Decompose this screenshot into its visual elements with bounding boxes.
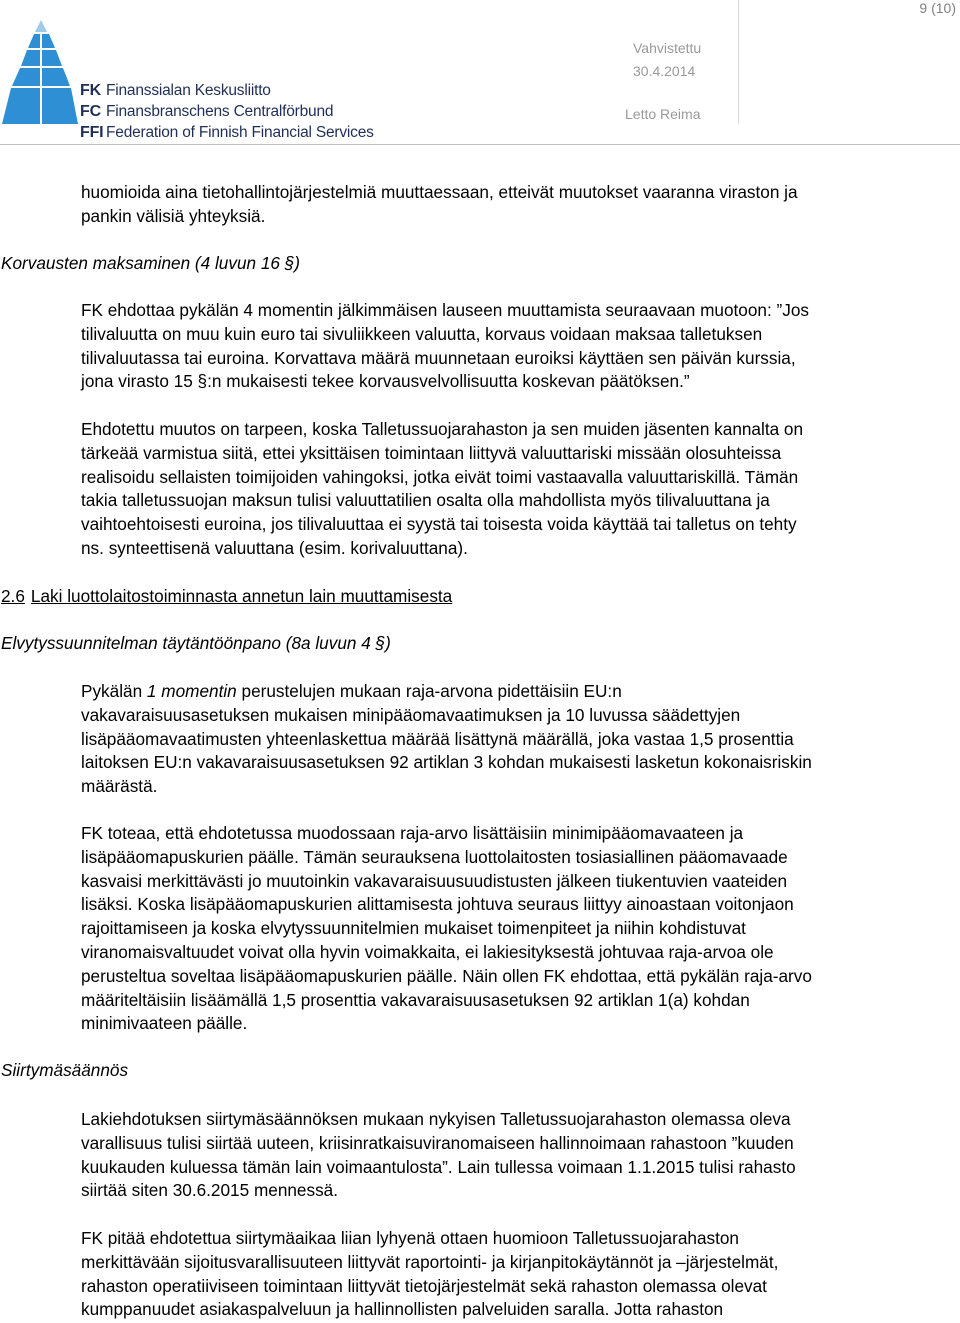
header-divider bbox=[0, 144, 960, 145]
paragraph-fk-ehdottaa: FK ehdottaa pykälän 4 momentin jälkimmäisen lauseen muuttamista seuraavaan muotoon: ”Jos tilivaluutta on muu kuin euro tai sivuliikkeen valuutta, korvaus voidaan maksaa talletuksen tilivaluutassa tai euroina. Korvattava määrä muunnetaan euroiksi käyttäen sen päivän kurssia, jona virasto 15 §:n mukaisesti tekee korvausvelvollisuutta koskevan päätöksen.” bbox=[81, 300, 809, 392]
section-title-text: Laki luottolaitostoiminnasta annetun lain muuttamisesta bbox=[30, 586, 453, 606]
status-label: Vahvistettu bbox=[633, 40, 702, 56]
fk-logo bbox=[0, 18, 400, 141]
header-divider-vertical bbox=[738, 0, 739, 124]
author-label: Letto Reima bbox=[625, 106, 701, 122]
heading-elvytyssuunnitelma: Elvytyssuunnitelman täytäntöönpano (8a luvun 4 §) bbox=[1, 633, 391, 653]
paragraph-pykalan-momentin: Pykälän 1 momentin perustelujen mukaan raja-arvona pidettäisiin EU:n vakavaraisuusasetuksen mukaisen minipääomavaatimuksen ja 10 luvussa säädettyjen lisäpääomavaatimusten yhteenlaskettua määrää lisättynä määrällä, joka vastaa 1,5 prosenttia laitoksen EU:n vakavaraisuusasetuksen 92 artiklan 3 kohdan mukaisesti lasketun kokonaisriskin määrästä. bbox=[81, 681, 812, 797]
paragraph-fk-pitaa: FK pitää ehdotettua siirtymäaikaa liian lyhyenä ottaen huomioon Talletussuojarahaston merkittävään sijoitusvarallisuuteen liittyvät raportointi- ja kirjanpitokäytännöt ja –järjestelmät, rahaston operatiiviseen toimintaan liittyvät tietojärjestelmät sekä rahaston olemassa olevat kumppanuudet asiakaspalveluun ja hallinnollisten palveluiden saralla. Jotta rahaston bbox=[81, 1228, 779, 1320]
section-number: 2.6 bbox=[1, 586, 25, 606]
heading-siirtymasaannos: Siirtymäsäännös bbox=[1, 1060, 129, 1080]
logo-row-fc: FC Finansbranschens Centralförbund bbox=[80, 103, 334, 120]
paragraph-ehdotettu-muutos: Ehdotettu muutos on tarpeen, koska Talletussuojarahaston ja sen muiden jäsenten kannalta on tärkeää varmistua siitä, ettei yksittäisen toimintaan liittyvä valuuttariski missään olosuhteissa realisoidu sellaisten toimijoiden vahingoksi, jotka eivät toimi vastaavalla valuuttariskillä. Tämän takia talletussuojan maksun tulisi valuuttatilien osalta olla mahdollista myös tilivaluuttana ja vaihtoehtoisesti euroina, jos tilivaluuttaa ei syystä tai toisesta voida käyttää tai talletus on tehty ns. synteettisenä valuuttana (esim. korivaluuttana). bbox=[81, 419, 804, 558]
sail-logo-icon bbox=[0, 18, 80, 128]
logo-row-ffi: FFI Federation of Finnish Financial Services bbox=[80, 124, 374, 141]
section-title-2-6 bbox=[1, 585, 452, 609]
page-number: 9 (10) bbox=[919, 0, 956, 16]
logo-row-fk: FK Finanssialan Keskusliitto bbox=[80, 82, 271, 99]
paragraph-lakiehdotuksen: Lakiehdotuksen siirtymäsäännöksen mukaan nykyisen Talletussuojarahaston olemassa oleva varallisuus tulisi siirtää uuteen, kriisinratkaisuviranomaiseen hallinnoimaan rahastoon ”kuuden kuukauden kuluessa tämän lain voimaantulosta”. Lain tullessa voimaan 1.1.2015 tulisi rahasto siirtää siten 30.6.2015 mennessä. bbox=[81, 1109, 796, 1201]
heading-korvausten-maksaminen: Korvausten maksaminen (4 luvun 16 §) bbox=[1, 253, 301, 273]
intro-paragraph: huomioida aina tietohallintojärjestelmiä muuttaessaan, etteivät muutokset vaaranna viraston ja pankin välisiä yhteyksiä. bbox=[81, 182, 798, 226]
date-label: 30.4.2014 bbox=[633, 63, 696, 79]
paragraph-fk-toteaa: FK toteaa, että ehdotetussa muodossaan raja-arvo lisättäisiin minimipääomavaateen ja lisäpääomapuskurien päälle. Tämän seurauksena luottolaitosten tosiasiallinen pääomavaade kasvaisi merkittävästi jo muutoinkin vakavaraisuusuudistusten jälkeen tiukentuvien vaateiden lisäksi. Koska lisäpääomapuskurien alittamisesta johtuva seuraus liittyy ainoastaan voitonjaon rajoittamiseen ja koska elvytyssuunnitelmien mukaiset toimenpiteet ja niihin kohdistuvat viranomaisvaltuudet voivat olla hyvin voimakkaita, ei lakiesityksestä johtuvaa raja-arvoa ole perusteltua soveltaa lisäpääomapuskurien päälle. Näin ollen FK ehdottaa, että pykälän raja-arvo määriteltäisiin lisäämällä 1,5 prosenttia vakavaraisuusasetuksen 92 artiklan 1(a) kohdan minimivaateen päälle. bbox=[81, 823, 812, 1034]
